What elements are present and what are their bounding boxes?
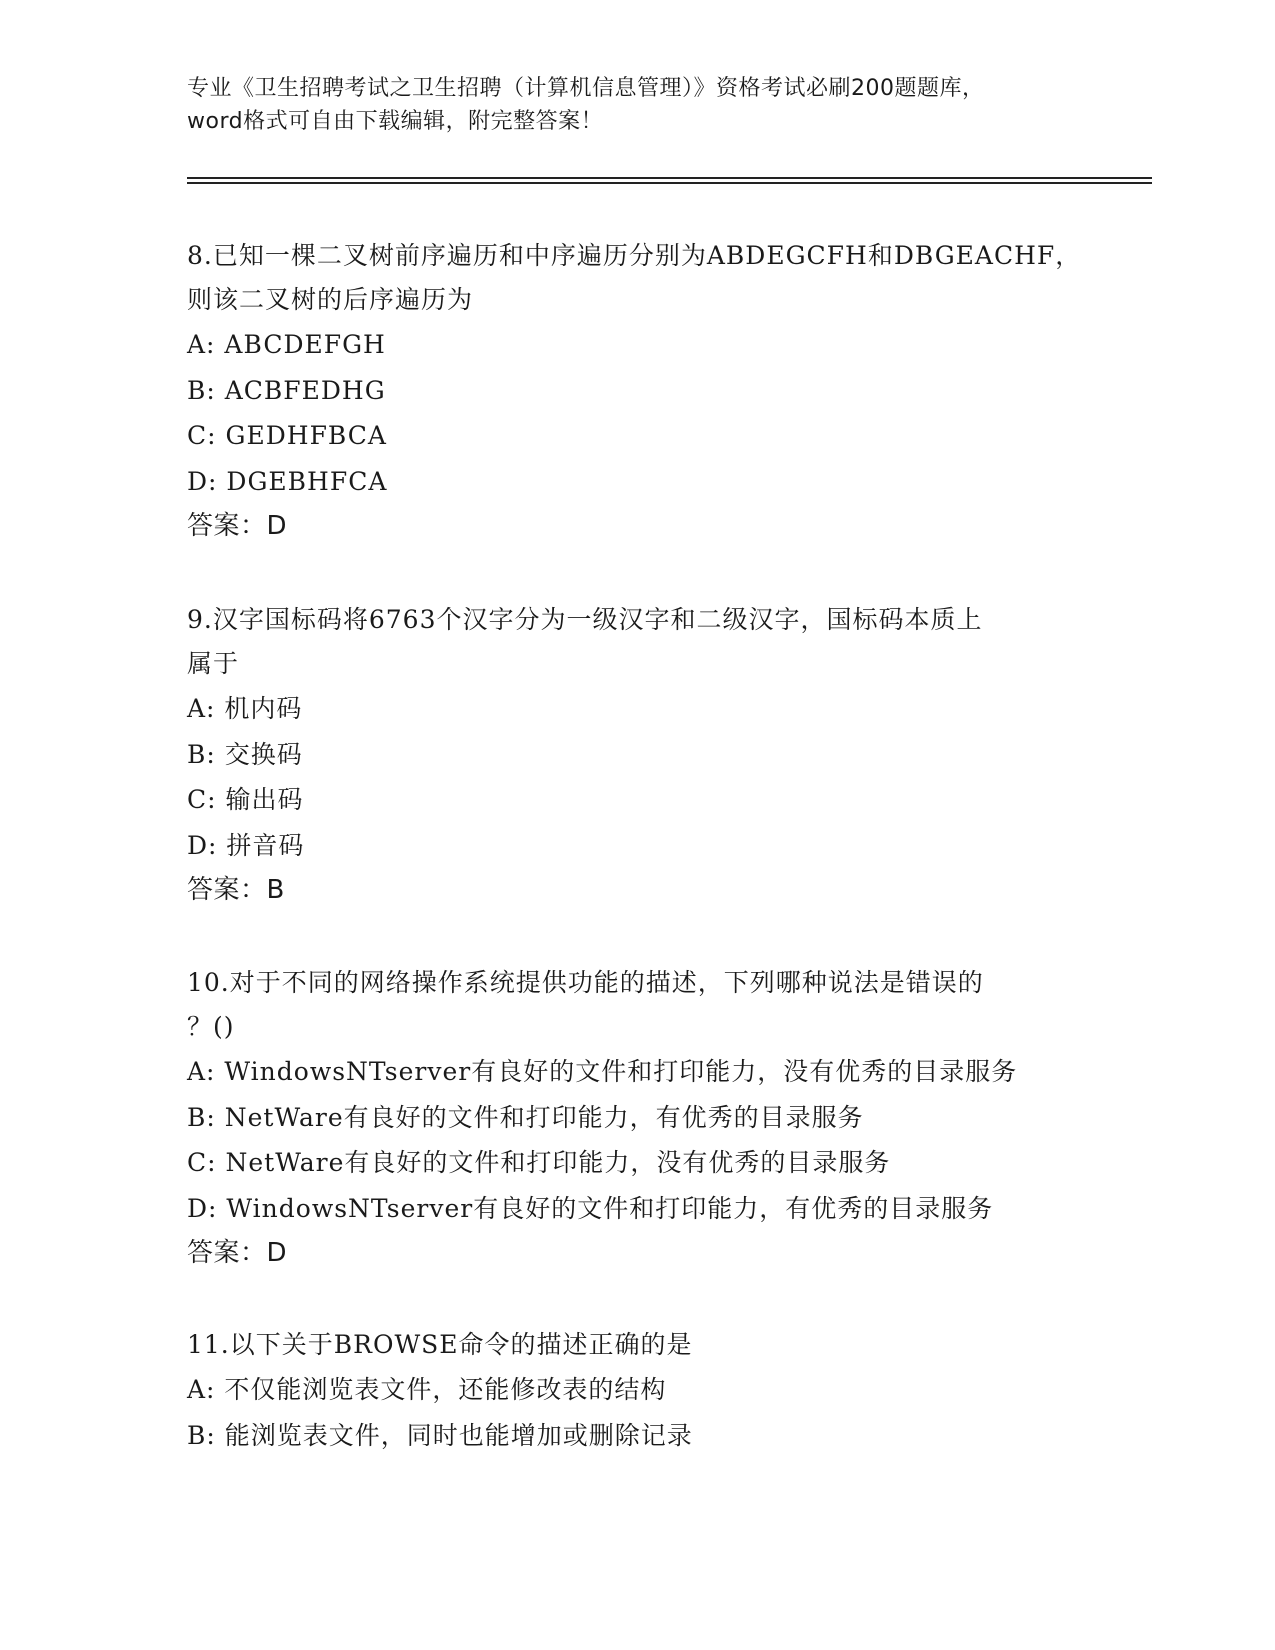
question-8 [187,234,1087,549]
option-b: B: NetWare有良好的文件和打印能力，有优秀的目录服务 [187,1102,864,1132]
question-11 [187,1323,1087,1458]
question-text-line: 属于 [187,649,240,678]
option-d: D: 拼音码 [187,830,305,860]
option-c: C: NetWare有良好的文件和打印能力，没有优秀的目录服务 [187,1148,891,1177]
answer: 答案：B [187,875,285,905]
answer: 答案：D [187,511,288,541]
option-d: D: WindowsNTserver有良好的文件和打印能力，有优秀的目录服务 [187,1193,994,1223]
question-text-line: 9.汉字国标码将6763个汉字分为一级汉字和二级汉字，国标码本质上 [187,605,983,634]
option-d: D: DGEBHFCA [187,466,388,496]
option-b: B: ACBFEDHG [187,375,386,405]
question-text-line: ？() [187,1012,235,1041]
option-a: A: 机内码 [187,694,303,723]
option-b: B: 能浏览表文件，同时也能增加或删除记录 [187,1420,693,1450]
option-a: A: ABCDEFGH [187,330,386,359]
header-line-1: 专业《卫生招聘考试之卫生招聘（计算机信息管理）》资格考试必刷200题题库， [187,76,985,101]
option-b: B: 交换码 [187,739,303,769]
question-text-line: 8.已知一棵二叉树前序遍历和中序遍历分别为ABDEGCFH和DBGEACHF， [187,241,1082,270]
question-9 [187,598,1087,913]
option-c: C: 输出码 [187,785,304,814]
answer: 答案：D [187,1238,288,1268]
question-text-line: 则该二叉树的后序遍历为 [187,285,474,314]
option-a: A: 不仅能浏览表文件，还能修改表的结构 [187,1375,667,1404]
document-header [187,72,1087,138]
header-divider-bottom [187,182,1152,184]
header-line-2: word格式可自由下载编辑，附完整答案！ [187,109,604,134]
header-divider-top [187,177,1152,179]
question-text-line: 11.以下关于BROWSE命令的描述正确的是 [187,1330,693,1359]
question-10 [187,961,1087,1276]
option-c: C: GEDHFBCA [187,421,387,450]
question-text-line: 10.对于不同的网络操作系统提供功能的描述，下列哪种说法是错误的 [187,968,984,997]
option-a: A: WindowsNTserver有良好的文件和打印能力，没有优秀的目录服务 [187,1057,1018,1086]
